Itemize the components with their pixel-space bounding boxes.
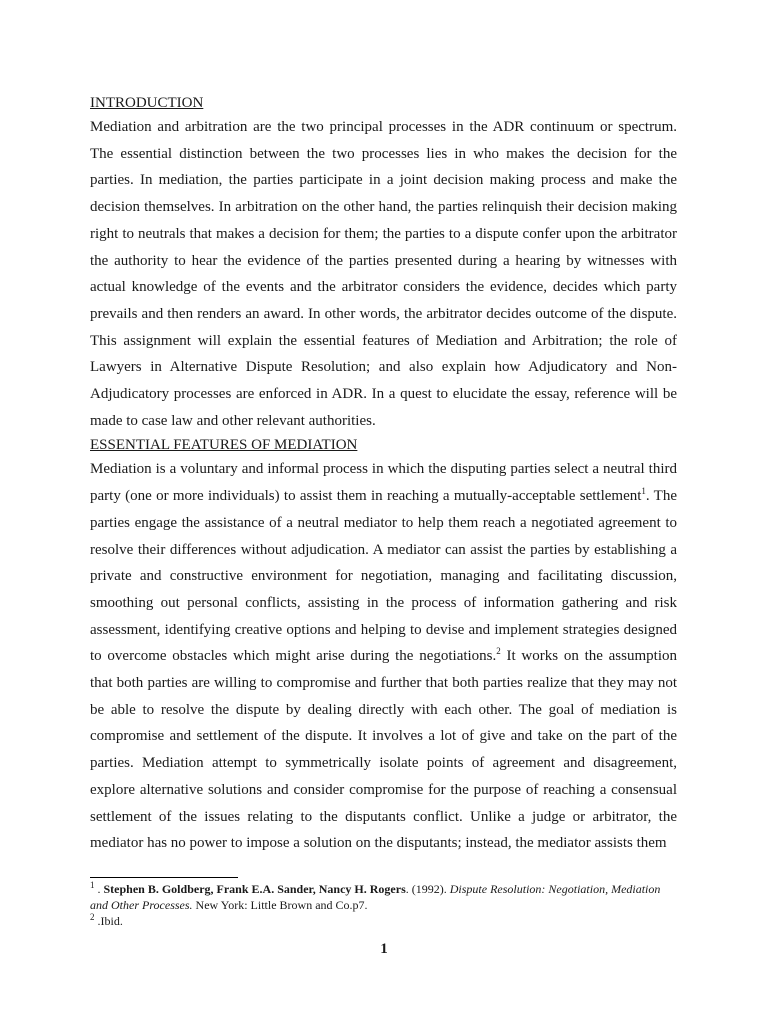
page-body xyxy=(90,92,677,857)
mediation-text-part1: Mediation is a voluntary and informal process in which the disputing parties select a neutral third party (one or more individuals) to assist them in reaching a mutually-acceptable settlement xyxy=(90,461,677,505)
mediation-heading: ESSENTIAL FEATURES OF MEDIATION xyxy=(90,437,358,454)
footnote-1-publisher: New York: Little Brown and Co.p7. xyxy=(192,898,368,912)
mediation-paragraph xyxy=(90,456,677,857)
footnotes xyxy=(90,881,677,929)
footnote-1 xyxy=(90,881,677,913)
footnote-reference-2[interactable]: 2 xyxy=(496,646,501,657)
footnote-1-prefix: . xyxy=(94,882,104,896)
introduction-heading: INTRODUCTION xyxy=(90,95,204,111)
footnote-1-authors: Stephen B. Goldberg, Frank E.A. Sander, Nancy H. Rogers xyxy=(103,882,406,896)
footnote-1-year: . (1992). xyxy=(405,882,450,896)
mediation-text-part2: . The parties engage the assistance of a neutral mediator to help them reach a negotiated agreement to resolve their differences without adjudication. A mediator can assist the parties by establishing a private and constructive environment for negotiation, managing and facilitating discussion, smoothing out personal conflicts, assisting in the process of information gathering and risk assessment, identifying creative options and helping to devise and implement strategies designed to overcome obstacles which might arise during the negotiations. xyxy=(90,488,677,665)
footnote-1-title: Dispute Resolution: Negotiation, Mediation and Other Processes. xyxy=(90,882,661,912)
footnote-separator xyxy=(90,877,238,878)
footnote-2-marker: 2 xyxy=(90,912,95,922)
footnote-2-text: .Ibid. xyxy=(94,914,123,928)
footnote-reference-1[interactable]: 1 xyxy=(641,486,646,497)
page-number: 1 xyxy=(380,941,388,957)
footnote-2 xyxy=(90,913,677,929)
mediation-text-part3: It works on the assumption that both parties are willing to compromise and further that both parties realize that they may not be able to resolve the dispute by dealing directly with each other. The goal of mediation is compromise and settlement of the dispute. It involves a lot of give and take on the part of the parties. Mediation attempt to symmetrically isolate points of agreement and disagreement, explore alternative solutions and consider compromise for the purpose of reaching a consensual settlement of the issues relating to the disputants conflict. Unlike a judge or arbitrator, the mediator has no power to impose a solution on the disputants; instead, the mediator assists them xyxy=(90,648,677,852)
introduction-paragraph: Mediation and arbitration are the two principal processes in the ADR continuum or spectrum. The essential distinction between the two processes lies in who makes the decision for the parties. In mediation, the parties participate in a joint decision making process and make the decision themselves. In arbitration on the other hand, the parties relinquish their decision making right to neutrals that makes a decision for them; the parties to a dispute confer upon the arbitrator the authority to hear the evidence of the parties presented during a hearing by witnesses with actual knowledge of the events and the arbitrator considers the evidence, decides which party prevails and then renders an award. In other words, the arbitrator decides outcome of the dispute. This assignment will explain the essential features of Mediation and Arbitration; the role of Lawyers in Alternative Dispute Resolution; and also explain how Adjudicatory and Non-Adjudicatory processes are enforced in ADR. In a quest to elucidate the essay, reference will be made to case law and other relevant authorities. xyxy=(90,119,677,429)
footnote-1-marker: 1 xyxy=(90,880,95,890)
